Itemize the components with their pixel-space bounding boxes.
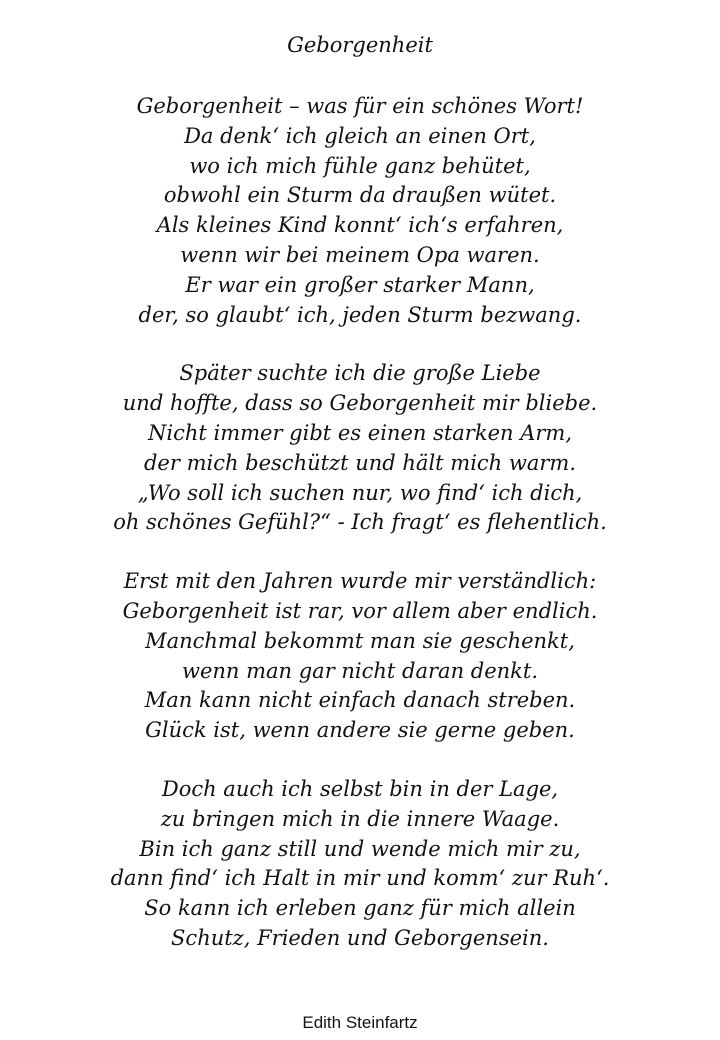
stanza-4 <box>0 775 720 954</box>
poem-line: wo ich mich fühle ganz behütet, <box>189 153 531 178</box>
poem-line: der mich beschützt und hält mich warm. <box>143 450 576 475</box>
poem-line: Er war ein großer starker Mann, <box>185 272 535 297</box>
poem-line: Erst mit den Jahren wurde mir verständlich: <box>123 569 597 594</box>
author-name: Edith Steinfartz <box>302 1013 418 1032</box>
stanza-3 <box>0 567 720 746</box>
poem-line: Bin ich ganz still und wende mich mir zu, <box>139 836 581 861</box>
poem-line: Schutz, Frieden und Geborgensein. <box>171 925 549 950</box>
poem-line: Glück ist, wenn andere sie gerne geben. <box>145 718 575 743</box>
poem-line: Später suchte ich die große Liebe <box>179 361 541 386</box>
poem-line: wenn man gar nicht daran denkt. <box>181 658 539 683</box>
poem-line: wenn wir bei meinem Opa waren. <box>180 242 540 267</box>
poem-line: zu bringen mich in die innere Waage. <box>160 806 560 831</box>
poem-line: oh schönes Gefühl?“ - Ich fragt‘ es flehentlich. <box>113 510 607 535</box>
poem-line: Geborgenheit ist rar, vor allem aber endlich. <box>122 598 598 623</box>
poem-line: Als kleines Kind konnt‘ ich‘s erfahren, <box>156 213 564 238</box>
poem-body <box>0 92 720 983</box>
poem-line: dann find‘ ich Halt in mir und komm‘ zur Ruh‘. <box>110 866 610 891</box>
poem-title: Geborgenheit <box>287 33 433 57</box>
poem-line: Doch auch ich selbst bin in der Lage, <box>161 776 559 801</box>
poem-line: So kann ich erleben ganz für mich allein <box>144 896 576 921</box>
poem-line: Manchmal bekommt man sie geschenkt, <box>145 628 575 653</box>
poem-line: „Wo soll ich suchen nur, wo find‘ ich dich, <box>137 480 583 505</box>
poem-line: der, so glaubt‘ ich, jeden Sturm bezwang. <box>138 302 582 327</box>
poem-line: Nicht immer gibt es einen starken Arm, <box>148 420 572 445</box>
poem-line: obwohl ein Sturm da draußen wütet. <box>163 183 557 208</box>
poem-line: Geborgenheit – was für ein schönes Wort! <box>136 94 584 118</box>
stanza-2 <box>0 359 720 538</box>
stanza-1 <box>0 92 720 330</box>
poem-line: und hoffte, dass so Geborgenheit mir bliebe. <box>122 391 598 416</box>
poem-line: Man kann nicht einfach danach streben. <box>144 688 576 713</box>
poem-line: Da denk‘ ich gleich an einen Ort, <box>184 123 536 148</box>
